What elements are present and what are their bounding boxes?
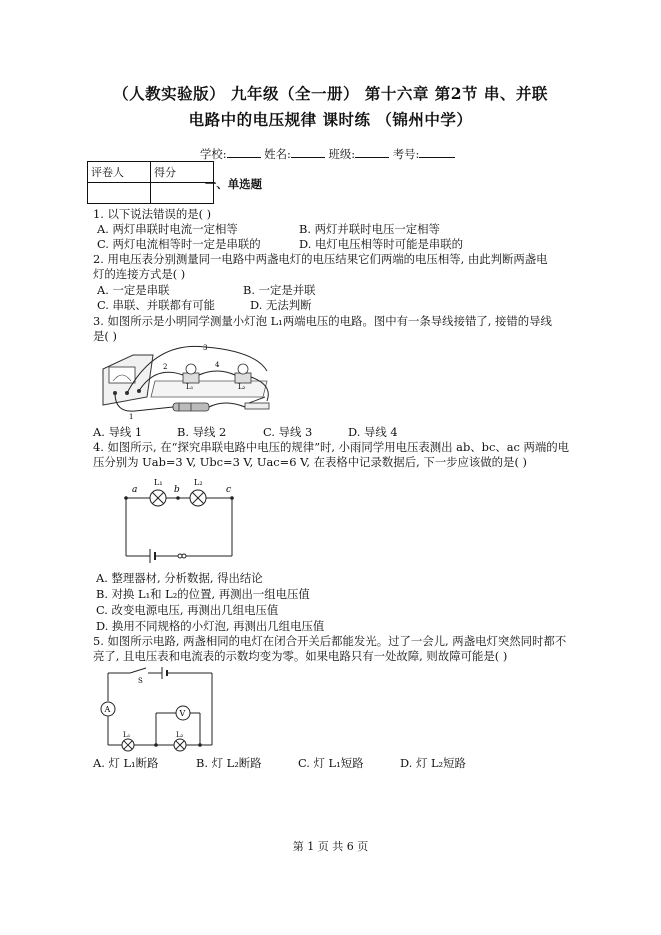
school-blank[interactable] — [227, 146, 261, 158]
class-blank[interactable] — [355, 146, 389, 158]
exam-no-blank[interactable] — [419, 146, 455, 158]
q1-stem: 1. 以下说法错误的是( ) — [93, 207, 212, 221]
q5-stem-line1: 5. 如图所示电路, 两盏相同的电灯在闭合开关后都能发光。过了一会儿, 两盏电灯突然同时都不 — [93, 634, 567, 648]
score-header: 得分 — [151, 162, 214, 183]
q4-option-a[interactable]: A. 整理器材, 分析数据, 得出结论 — [96, 571, 263, 585]
fig3-label-2: 2 — [163, 363, 168, 371]
q4-option-d[interactable]: D. 换用不同规格的小灯泡, 再测出几组电压值 — [96, 619, 325, 633]
fig3-label-4: 4 — [215, 361, 220, 369]
page-footer: 第 1 页 共 6 页 — [292, 840, 369, 853]
fig4-label-c: c — [226, 485, 232, 495]
switch-device — [245, 397, 269, 409]
title-line-2: 电路中的电压规律 课时练 （锦州中学） — [188, 110, 473, 129]
q4-option-b[interactable]: B. 对换 L₁和 L₂的位置, 再测出一组电压值 — [96, 587, 310, 601]
q5-option-a[interactable]: A. 灯 L₁断路 — [93, 756, 159, 770]
q4-option-c[interactable]: C. 改变电源电压, 再测出几组电压值 — [96, 603, 279, 617]
q5-bulb-l2 — [174, 739, 186, 751]
fig4-label-l2: L₂ — [194, 478, 203, 487]
section-title: 一、单选题 — [205, 177, 262, 191]
q1-option-d[interactable]: D. 电灯电压相等时可能是串联的 — [299, 237, 464, 251]
score-table — [87, 161, 214, 204]
fig5-label-s: S — [138, 677, 143, 685]
q3-stem-line2: 是( ) — [93, 329, 117, 343]
q4-bulb-l1 — [150, 490, 166, 506]
voltmeter-device — [103, 355, 153, 405]
wire-4 — [199, 371, 235, 375]
q3-option-d[interactable]: D. 导线 4 — [348, 425, 398, 439]
fig5-label-l2: L₂ — [176, 731, 184, 739]
q4-battery — [150, 549, 158, 563]
fig5-label-l1: L₁ — [123, 731, 131, 739]
q2-stem-line2: 灯的连接方式是( ) — [93, 267, 186, 281]
name-blank[interactable] — [291, 146, 325, 158]
bulb-l2 — [235, 364, 251, 383]
q1-option-a[interactable]: A. 两灯串联时电流一定相等 — [97, 222, 238, 236]
reviewer-cell[interactable] — [88, 183, 151, 204]
title-line-1: （人教实验版） 九年级（全一册） 第十六章 第2节 串、并联 — [113, 84, 548, 103]
school-label: 学校: — [200, 147, 227, 161]
q2-option-b[interactable]: B. 一定是并联 — [243, 283, 316, 297]
q1-option-b[interactable]: B. 两灯并联时电压一定相等 — [299, 222, 440, 236]
name-label: 姓名: — [264, 147, 291, 161]
q5-option-c[interactable]: C. 灯 L₁短路 — [298, 756, 364, 770]
fig4-label-l1: L₁ — [154, 478, 163, 487]
q3-option-c[interactable]: C. 导线 3 — [263, 425, 313, 439]
info-line — [200, 146, 455, 162]
q4-switch — [178, 554, 186, 558]
q5-option-d[interactable]: D. 灯 L₂短路 — [400, 756, 466, 770]
q2-stem-line1: 2. 用电压表分别测量同一电路中两盏电灯的电压结果它们两端的电压相等, 由此判断两盏电 — [93, 252, 548, 266]
fig3-label-l1: L₁ — [186, 383, 194, 391]
class-label: 班级: — [328, 147, 356, 161]
q5-bulb-l1 — [122, 739, 134, 751]
fig4-label-a: a — [132, 485, 138, 495]
q1-option-c[interactable]: C. 两灯电流相等时一定是串联的 — [97, 237, 261, 251]
q4-bulb-l2 — [190, 490, 206, 506]
q4-stem-line1: 4. 如图所示, 在“探究串联电路中电压的规律”时, 小雨同学用电压表测出 ab、bc、ac 两端的电 — [93, 440, 570, 454]
q3-option-b[interactable]: B. 导线 2 — [177, 425, 227, 439]
q5-stem-line2: 亮了, 且电压表和电流表的示数均变为零。如果电路只有一处故障, 则故障可能是( ) — [93, 649, 508, 663]
q2-option-a[interactable]: A. 一定是串联 — [97, 283, 170, 297]
q3-circuit-figure — [95, 341, 280, 421]
fig4-label-b: b — [174, 485, 180, 495]
fig5-label-ammeter: A — [104, 705, 111, 714]
q5-circuit-figure — [94, 665, 218, 753]
q2-option-c[interactable]: C. 串联、并联都有可能 — [97, 298, 216, 312]
fig3-label-l2: L₂ — [238, 383, 246, 391]
q5-option-b[interactable]: B. 灯 L₂断路 — [196, 756, 262, 770]
reviewer-header: 评卷人 — [88, 162, 151, 183]
q3-option-a[interactable]: A. 导线 1 — [93, 425, 143, 439]
fig5-label-voltmeter: V — [179, 709, 186, 718]
bulb-l1 — [183, 364, 199, 383]
fig3-label-1: 1 — [129, 413, 134, 421]
q4-circuit-figure — [118, 472, 240, 564]
q5-switch — [130, 668, 146, 673]
fig3-label-3: 3 — [203, 344, 208, 352]
q4-stem-line2: 压分别为 Uab=3 V, Ubc=3 V, Uac=6 V, 在表格中记录数据后, 下一步应该做的是( ) — [93, 455, 527, 469]
q3-stem-line1: 3. 如图所示是小明同学测量小灯泡 L₁两端电压的电路。图中有一条导线接错了, 接错的导线 — [93, 314, 552, 328]
q2-option-d[interactable]: D. 无法判断 — [250, 298, 312, 312]
exam-no-label: 考号: — [392, 147, 420, 161]
